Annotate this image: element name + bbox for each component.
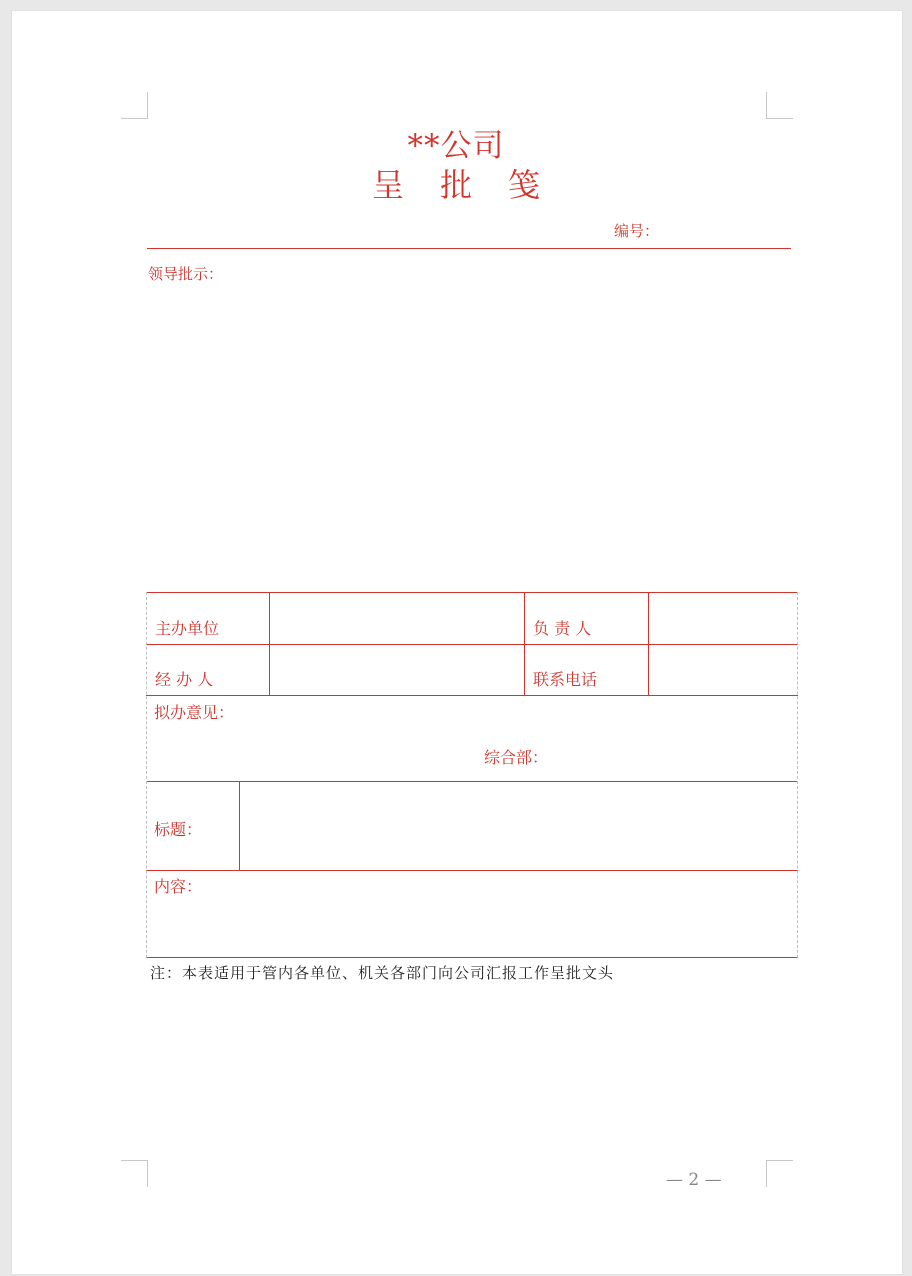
form-title <box>0 160 912 206</box>
subject-label: 标题： <box>154 820 203 839</box>
person-in-charge-label: 负 责 人 <box>533 619 592 638</box>
margin-corner-bottom-right <box>766 1160 793 1187</box>
page-number: — 2 — <box>666 1170 722 1190</box>
content-label: 内容： <box>154 877 203 896</box>
proposed-opinion-label: 拟办意见： <box>154 703 235 722</box>
serial-number-label: 编号： <box>614 222 660 240</box>
form-title-char-1: 呈 <box>371 166 404 204</box>
table-col-divider-3 <box>648 592 649 695</box>
table-subject-divider <box>239 781 240 870</box>
table-col-divider-1 <box>269 592 270 695</box>
form-title-char-3: 笺 <box>508 166 541 204</box>
table-rule-row1 <box>146 644 798 645</box>
leader-instruction-label: 领导批示： <box>148 265 224 283</box>
table-rule-row2 <box>146 695 798 696</box>
general-dept-label: 综合部： <box>484 748 549 767</box>
usage-note: 注：本表适用于管内各单位、机关各部门向公司汇报工作呈批文头 <box>150 964 615 982</box>
contact-phone-label: 联系电话 <box>533 670 598 689</box>
header-rule <box>147 248 791 249</box>
table-left-edge <box>146 592 147 958</box>
table-rule-top <box>146 592 798 593</box>
table-rule-row3 <box>146 781 798 782</box>
table-right-edge <box>797 592 798 958</box>
approval-table <box>146 592 798 958</box>
table-col-divider-2 <box>524 592 525 695</box>
table-rule-bottom <box>146 957 798 958</box>
margin-corner-top-right <box>766 92 793 119</box>
company-name: **公司 <box>407 128 505 164</box>
table-rule-row4 <box>146 870 798 871</box>
handler-label: 经 办 人 <box>155 670 214 689</box>
host-unit-label: 主办单位 <box>155 619 220 638</box>
margin-corner-bottom-left <box>121 1160 148 1187</box>
form-title-char-2: 批 <box>439 166 472 204</box>
margin-corner-top-left <box>121 92 148 119</box>
